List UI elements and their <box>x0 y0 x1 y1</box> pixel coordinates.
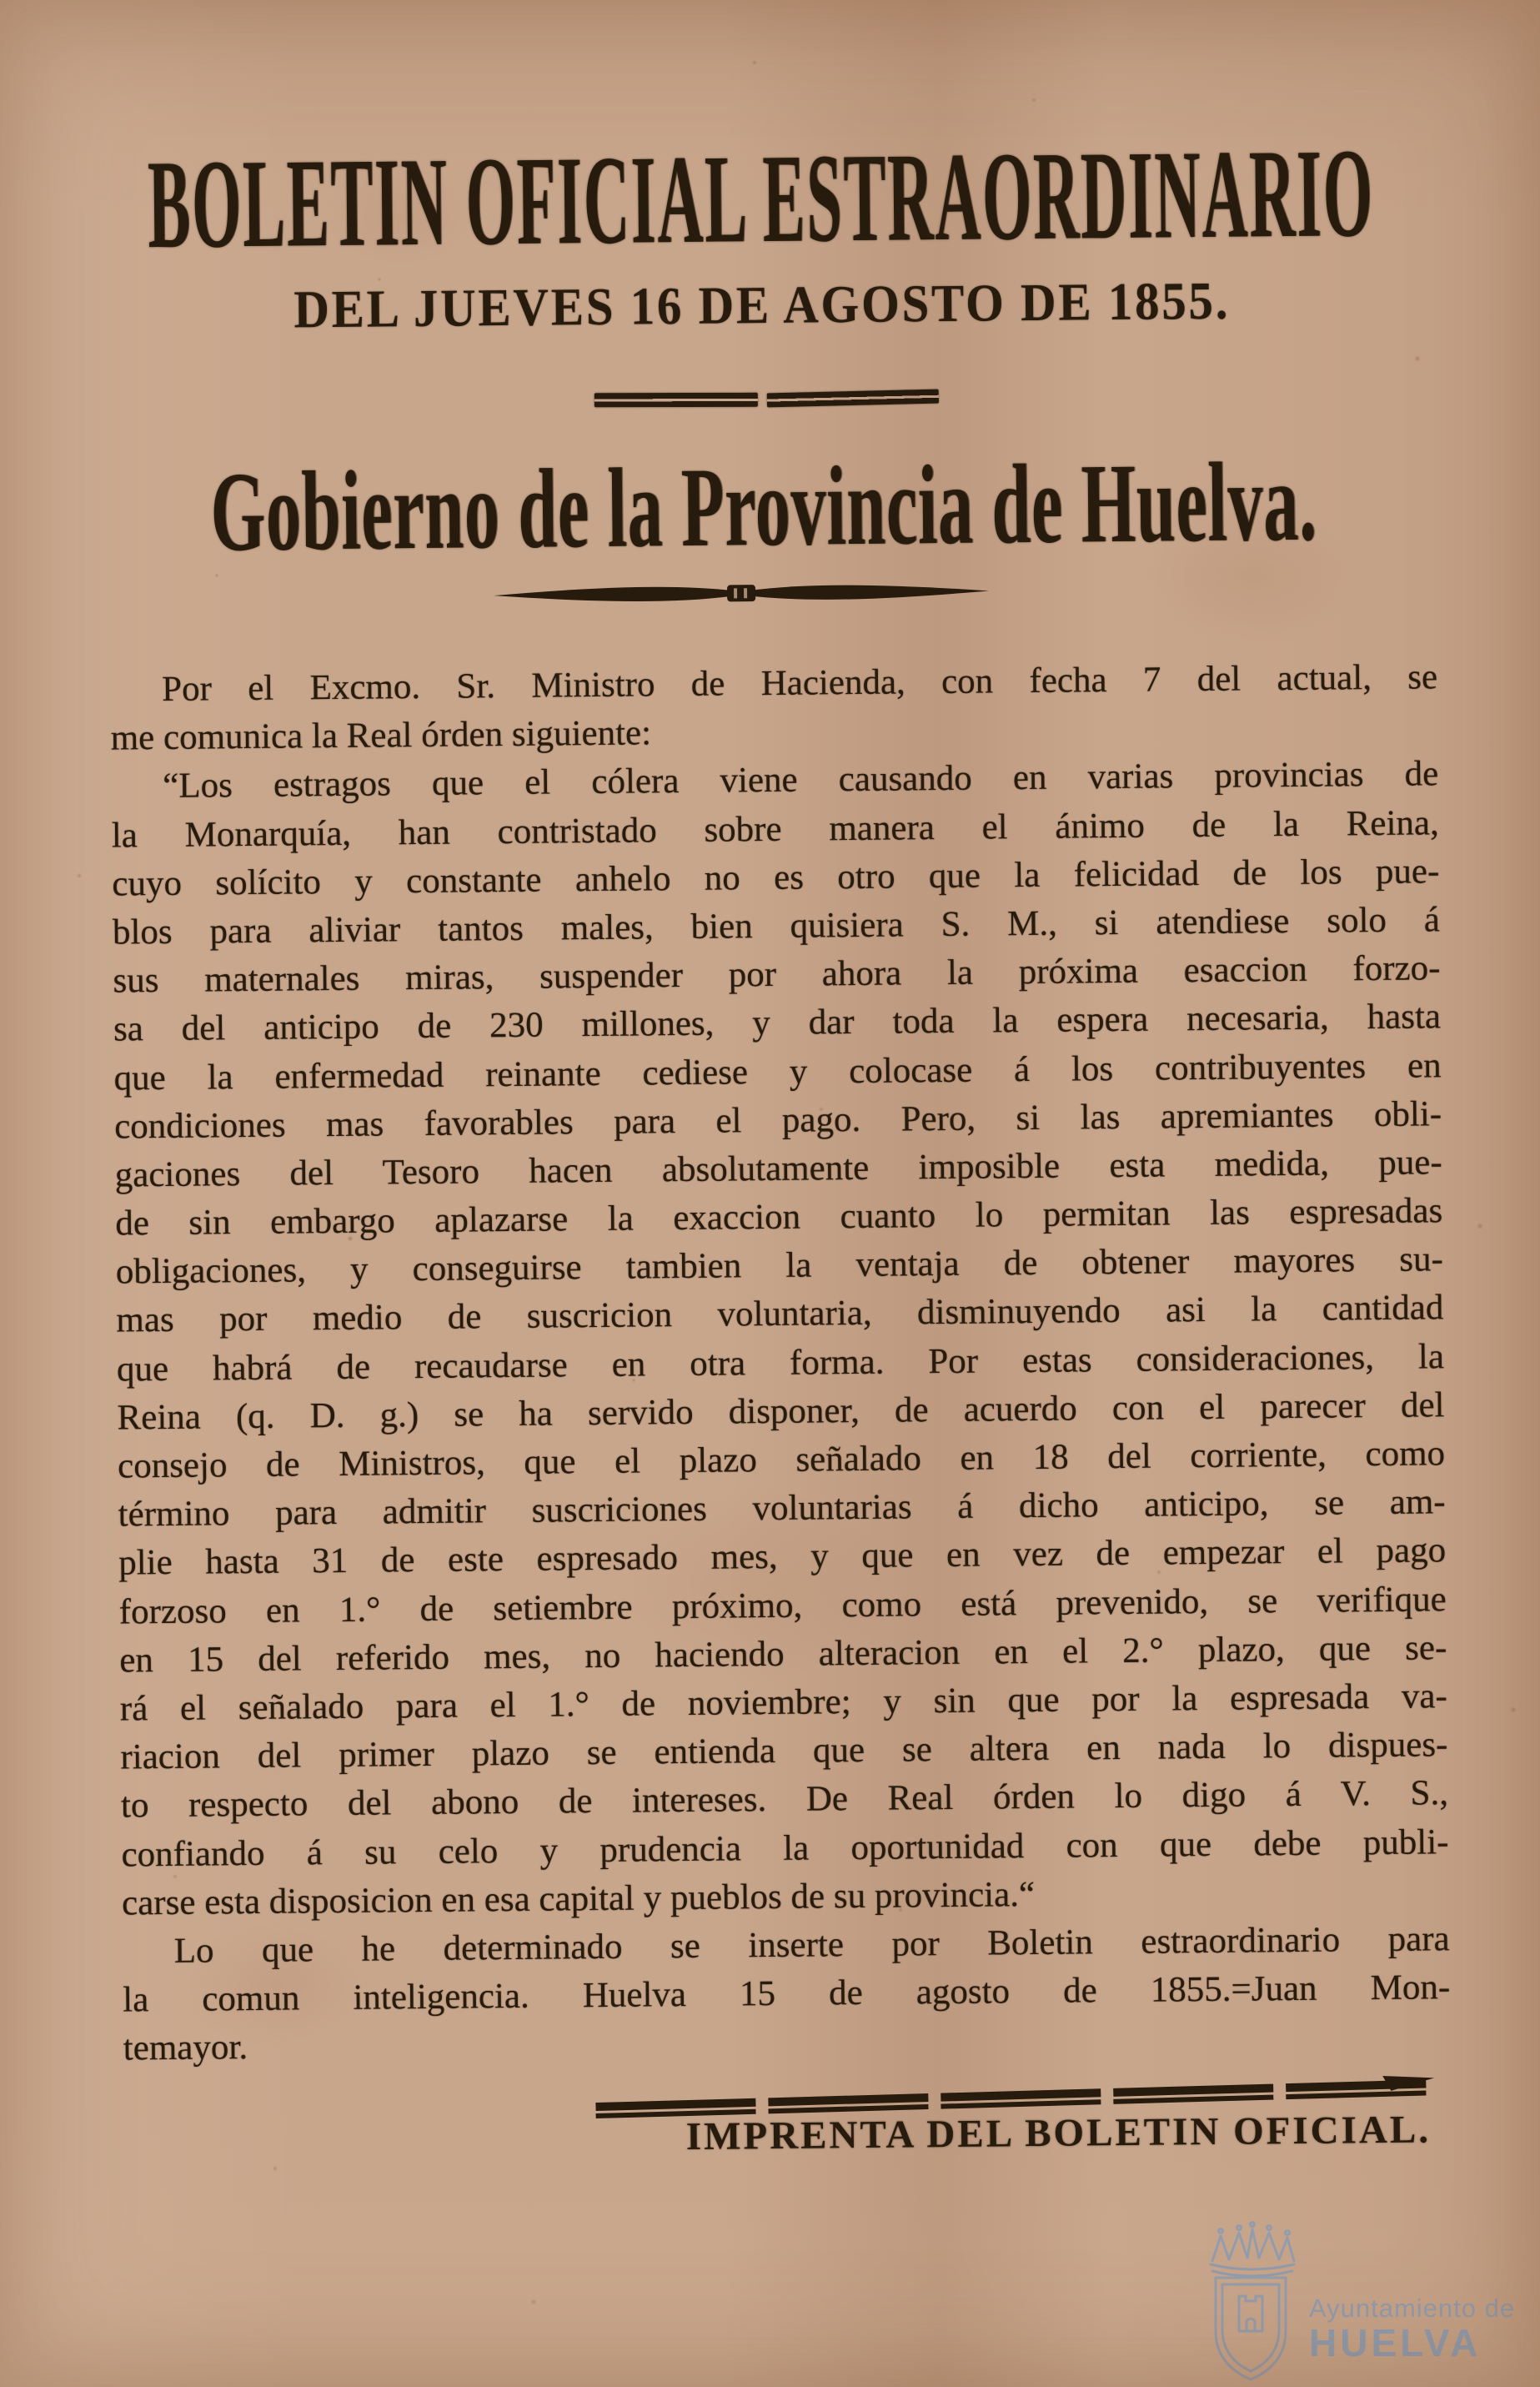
body-text-line: blos para aliviar tantos males, bien quisiera S. M., si atendiese solo á <box>112 900 1441 952</box>
body-text-line: que habrá de recaudarse en otra forma. Por estas consideraciones, la <box>116 1336 1445 1389</box>
body-text-line: gaciones del Tesoro hacen absolutamente imposible esta medida, pue- <box>114 1143 1442 1195</box>
body-text-line: sus maternales miras, suspender por ahora la próxima esaccion forzo- <box>113 948 1441 1001</box>
body-text-line: confiando á su celo y prudencia la oportunidad con que debe publi- <box>121 1822 1449 1875</box>
body-text-line: riacion del primer plazo se entienda que se altera en nada lo dispues- <box>120 1725 1448 1777</box>
body-text-line: obligaciones, y conseguirse tambien la ventaja de obtener mayores su- <box>115 1239 1444 1292</box>
masthead-rule <box>594 389 945 409</box>
body-text-line: consejo de Ministros, que el plazo señalado en 18 del corriente, como <box>117 1434 1446 1486</box>
masthead-title: BOLETIN OFICIAL ESTRAORDINARIO <box>147 123 1375 275</box>
watermark-text <box>1309 2294 1515 2363</box>
watermark-crest-icon <box>1199 2221 1302 2387</box>
body-text-line: en 15 del referido mes, no haciendo alteracion en el 2.° plazo, que se- <box>119 1627 1447 1681</box>
imprint-text: IMPRENTA DEL BOLETIN OFICIAL. <box>685 2108 1432 2159</box>
body-text-line: la comun inteligencia. Huelva 15 de agosto de 1855.=Juan Mon- <box>123 1967 1451 2020</box>
body-text-line: cuyo solícito y constante anhelo no es otro que la felicidad de los pue- <box>112 852 1440 904</box>
body-text-line: condiciones mas favorables para el pago. Pero, si las apremiantes obli- <box>113 1093 1442 1147</box>
body-text-line: forzoso en 1.° de setiembre próximo, como está prevenido, se verifique <box>118 1579 1447 1632</box>
body-text-line: sa del anticipo de 230 millones, y dar toda la espera necesaria, hasta <box>113 997 1442 1049</box>
watermark-text-line2: HUELVA <box>1309 2321 1482 2364</box>
section-divider-ornament <box>491 578 991 608</box>
body-text-line: to respecto del abono de intereses. De Real órden lo digo á V. S., <box>120 1773 1449 1826</box>
body-text-line: me comunica la Real órden siguiente: <box>110 713 652 758</box>
watermark-text-line1: Ayuntamiento de <box>1309 2294 1516 2323</box>
body-text-line: rá el señalado para el 1.° de noviembre; y sin que por la espresada va- <box>119 1676 1448 1729</box>
body-text-line: de sin embargo aplazarse la exaccion cuanto lo permitan las espresadas <box>115 1191 1443 1244</box>
body-text-line: Por el Excmo. Sr. Ministro de Hacienda, con fecha 7 del actual, se <box>161 657 1438 709</box>
body-text-line: “Los estragos que el cólera viene causando en varias provincias de <box>163 754 1439 807</box>
body-text-line: temayor. <box>123 2028 248 2068</box>
body-text-line: que la enfermedad reinante cediese y colocase á los contribuyentes en <box>113 1045 1442 1098</box>
rule-segment <box>594 392 758 407</box>
document-body <box>110 653 1451 2073</box>
huelva-watermark <box>1167 2214 1517 2387</box>
body-text-line: mas por medio de suscricion voluntaria, disminuyendo asi la cantidad <box>116 1288 1444 1340</box>
body-text-line: Reina (q. D. g.) se ha servido disponer, de acuerdo con el parecer del <box>117 1385 1445 1438</box>
body-text-line: Lo que he determinado se inserte por Boletin estraordinario para <box>173 1919 1450 1971</box>
masthead-date: DEL JUEVES 16 DE AGOSTO DE 1855. <box>293 270 1230 339</box>
body-text-line: carse esta disposicion en esa capital y pueblos de su provincia.“ <box>121 1874 1036 1923</box>
body-text-line: plie hasta 31 de este espresado mes, y que en vez de empezar el pago <box>118 1530 1447 1583</box>
body-text-line: término para admitir suscriciones voluntarias á dicho anticipo, se am- <box>118 1482 1446 1535</box>
section-heading: Gobierno de la Provincia de Huelva. <box>209 439 1317 575</box>
rule-segment <box>767 389 939 407</box>
body-text-line: la Monarquía, han contristado sobre manera el ánimo de la Reina, <box>111 802 1439 856</box>
